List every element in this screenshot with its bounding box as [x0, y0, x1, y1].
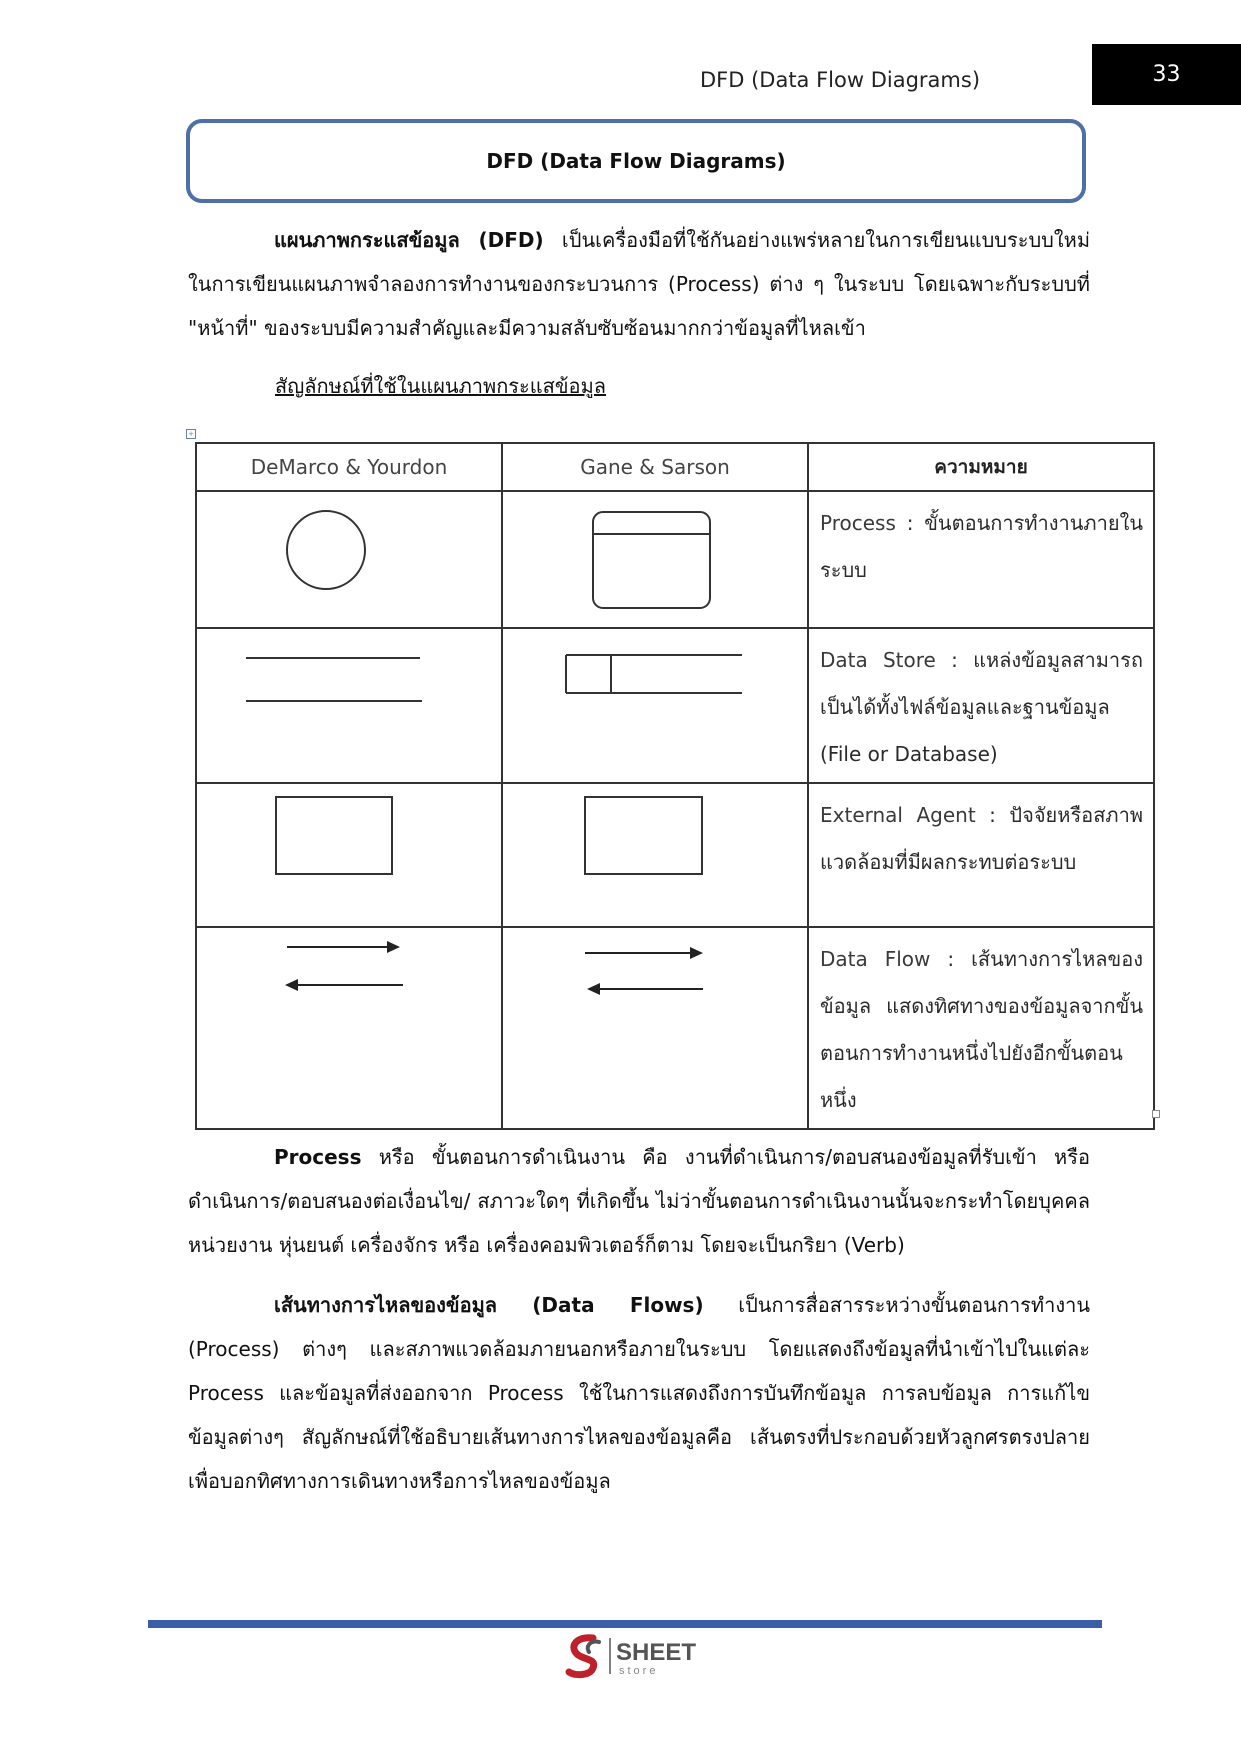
table-row [196, 927, 1154, 1129]
page-number: 33 [1092, 44, 1241, 105]
table-row [196, 491, 1154, 628]
dataflow-meaning: เส้นทางการไหลของข้อมูล แสดงทิศทางของข้อมูลจากขั้นตอนการทำงานหนึ่งไปยังอีกขั้นตอนหนึ่ง [820, 947, 1144, 1112]
section-title: DFD (Data Flow Diagrams) [486, 149, 786, 173]
demarco-process-cell [196, 491, 502, 628]
process-para-term: Process [274, 1145, 362, 1169]
gane-dataflow-cell [502, 927, 808, 1129]
table-row [196, 628, 1154, 783]
datastore-term: Data Store [820, 648, 936, 672]
dataflow-arrows-icon [197, 928, 503, 1116]
dfd-symbols-table [195, 442, 1155, 1130]
gane-external-cell [502, 783, 808, 927]
process-meaning-cell [808, 491, 1154, 628]
header-meaning: ความหมาย [808, 443, 1154, 491]
svg-text:store: store [619, 1665, 659, 1677]
dataflow-meaning-cell [808, 927, 1154, 1129]
header-gane: Gane & Sarson [502, 443, 808, 491]
table-move-handle[interactable]: + [186, 429, 196, 439]
demarco-datastore-cell [196, 628, 502, 783]
header-demarco: DeMarco & Yourdon [196, 443, 502, 491]
symbols-heading: สัญลักษณ์ที่ใช้ในแผนภาพกระแสข้อมูล [275, 374, 607, 398]
dataflow-arrows-icon [503, 928, 809, 1116]
table-resize-handle[interactable] [1152, 1110, 1160, 1118]
demarco-dataflow-cell [196, 927, 502, 1129]
dataflow-para-text: เป็นการสื่อสารระหว่างขั้นตอนการทำงาน (Process) ต่างๆ และสภาพแวดล้อมภายนอกหรือภายในระบบ โดยแสดงถึงข้อมูลที่นำเข้าไปในแต่ละ Process และข้อมูลที่ส่งออกจาก Process ใช้ในการแสดงถึงการบันทึกข้อมูล การลบข้อมูล การแก้ไขข้อมูลต่างๆ สัญลักษณ์ที่ใช้อธิบายเส้นทางการไหลของข้อมูลคือ เส้นตรงที่ประกอบด้วยหัวลูกศรตรงปลายเพื่อบอกทิศทางการเดินทางหรือการไหลของข้อมูล [188, 1293, 1091, 1493]
dataflow-term: Data Flow [820, 947, 931, 971]
section-title-box [186, 119, 1086, 203]
dataflow-sep: : [930, 947, 972, 971]
process-para-text: หรือ ขั้นตอนการดำเนินงาน คือ งานที่ดำเนินการ/ตอบสนองข้อมูลที่รับเข้า หรือ ดำเนินการ/ตอบสนองต่อเงื่อนไข/ สภาวะใดๆ ที่เกิดขึ้น ไม่ว่าขั้นตอนการดำเนินงานนั้นจะกระทำโดยบุคคล หน่วยงาน หุ่นยนต์ เครื่องจักร หรือ เครื่องคอมพิวเตอร์ก็ตาม โดยจะเป็นกริยา (Verb) [188, 1145, 1090, 1257]
running-header: DFD (Data Flow Diagrams) [700, 68, 981, 92]
process-circle-icon [197, 492, 503, 629]
external-term: External Agent [820, 803, 976, 827]
gane-datastore-cell [502, 628, 808, 783]
external-meaning-cell [808, 783, 1154, 927]
external-agent-rect-icon [197, 784, 503, 928]
external-meaning: ปัจจัยหรือสภาพแวดล้อมที่มีผลกระทบต่อระบบ [820, 803, 1143, 874]
footer-bar [148, 1620, 1102, 1628]
process-meaning: ขั้นตอนการทำงานภายในระบบ [820, 511, 1143, 582]
process-paragraph [188, 1135, 1090, 1267]
intro-text: เป็นเครื่องมือที่ใช้กันอย่างแพร่หลายในการเขียนแบบระบบใหม่ ในการเขียนแผนภาพจำลองการทำงานของกระบวนการ (Process) ต่าง ๆ ในระบบ โดยเฉพาะกับระบบที่ "หน้าที่" ของระบบมีความสำคัญและมีความสลับซับซ้อนมากกว่าข้อมูลที่ไหลเข้า [188, 228, 1090, 340]
process-term: Process [820, 511, 896, 535]
process-rounded-rect-icon [503, 492, 809, 629]
datastore-lines-icon [197, 629, 503, 778]
table-row [196, 783, 1154, 927]
dataflow-para-term: เส้นทางการไหลของข้อมูล (Data Flows) [274, 1293, 704, 1317]
gane-process-cell [502, 491, 808, 628]
intro-term: แผนภาพกระแสข้อมูล (DFD) [274, 228, 544, 252]
datastore-sep: : [935, 648, 974, 672]
process-sep: : [895, 511, 925, 535]
intro-paragraph [188, 218, 1090, 350]
external-sep: : [975, 803, 1010, 827]
sheet-store-logo [563, 1632, 723, 1680]
svg-text:SHEET: SHEET [616, 1639, 697, 1666]
demarco-external-cell [196, 783, 502, 927]
table-header-row [196, 443, 1154, 491]
datastore-meaning-cell [808, 628, 1154, 783]
dataflow-paragraph [188, 1283, 1090, 1503]
datastore-open-rect-icon [503, 629, 809, 778]
datastore-meaning: แหล่งข้อมูลสามารถเป็นได้ทั้งไฟล์ข้อมูลและฐานข้อมูล (File or Database) [820, 648, 1143, 766]
external-agent-rect-icon [503, 784, 809, 928]
